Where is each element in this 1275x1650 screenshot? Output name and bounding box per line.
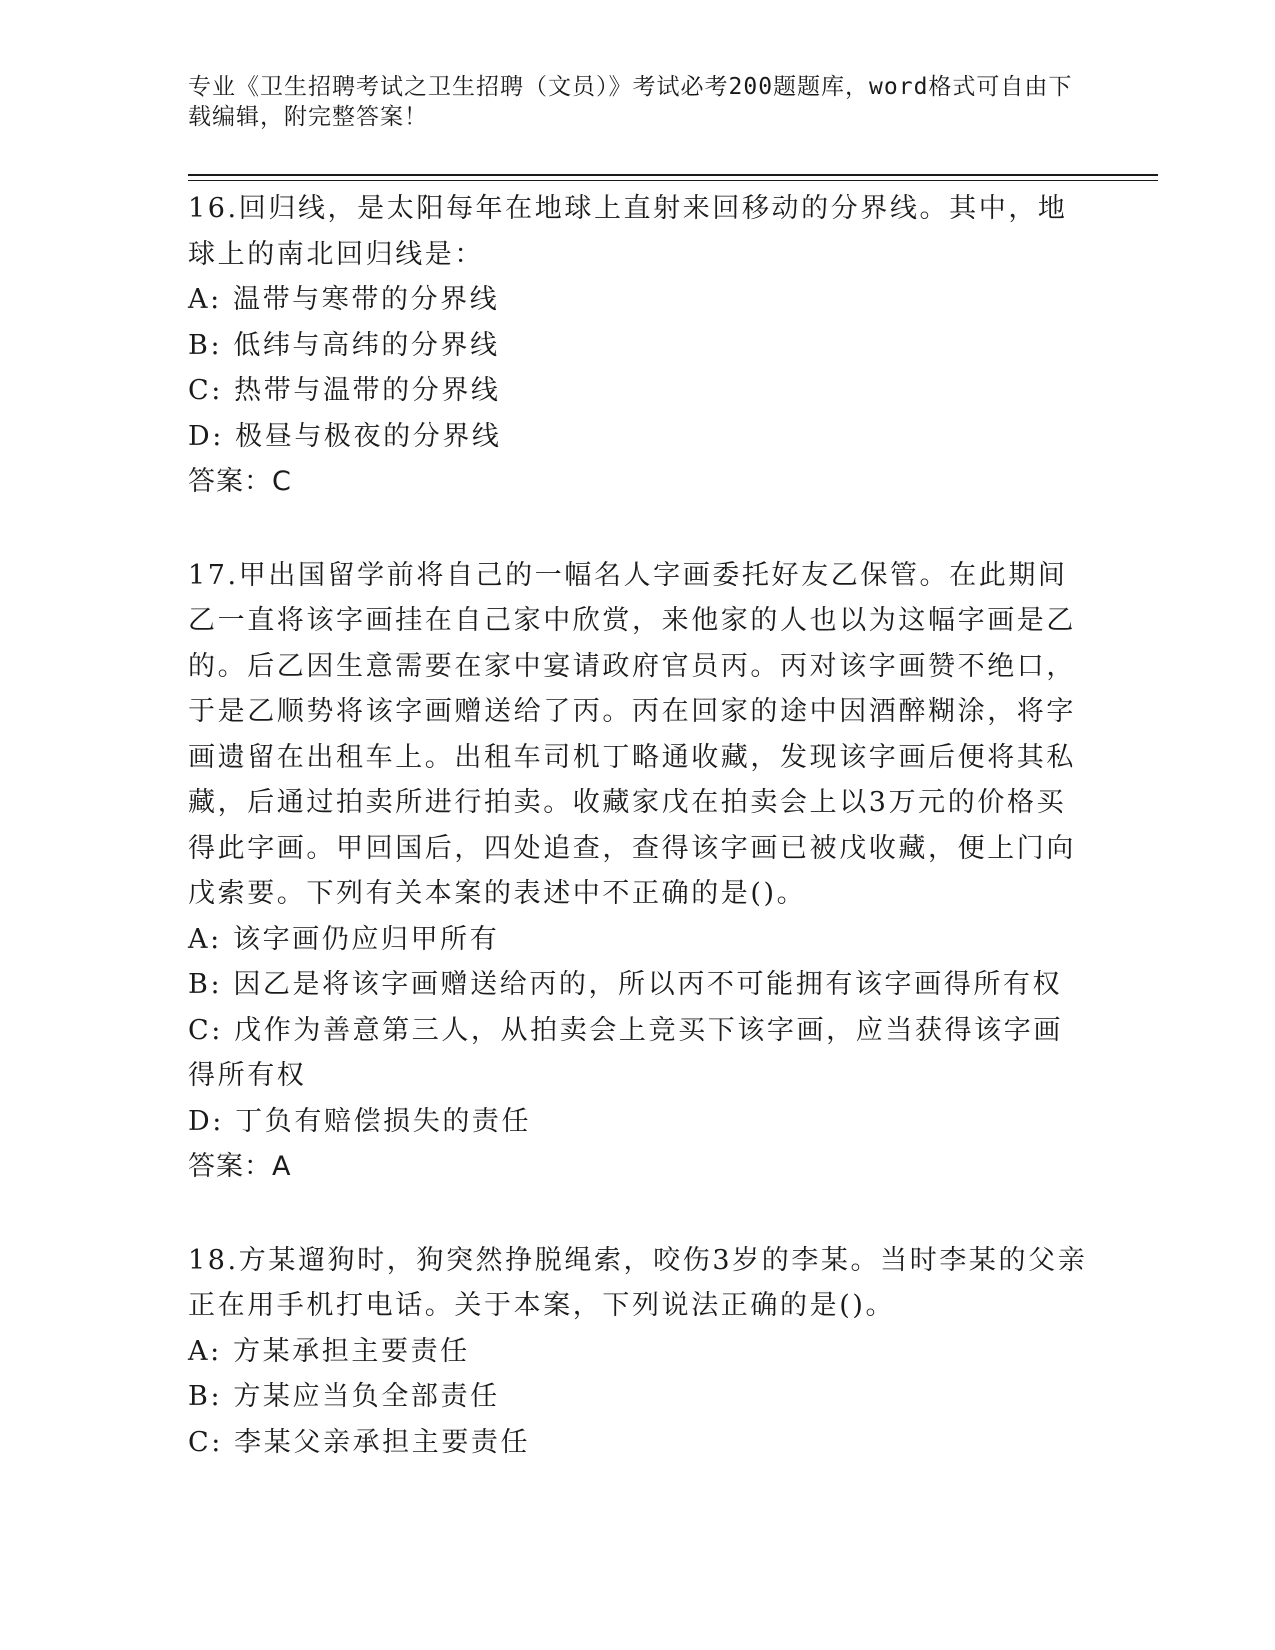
option-b: B: 低纬与高纬的分界线 — [188, 329, 500, 361]
question-16 — [188, 186, 1088, 505]
question-stem: 18.方某遛狗时，狗突然挣脱绳索，咬伤3岁的李某。当时李某的父亲正在用手机打电话。关于本案，下列说法正确的是()。 — [188, 1244, 1088, 1321]
question-list — [188, 186, 1088, 1513]
header-divider-thin — [188, 180, 1158, 181]
option-b: B: 因乙是将该字画赠送给丙的，所以丙不可能拥有该字画得所有权 — [188, 969, 1063, 1000]
question-18 — [188, 1238, 1088, 1466]
question-stem: 16.回归线，是太阳每年在地球上直射来回移动的分界线。其中，地球上的南北回归线是： — [188, 193, 1068, 270]
option-c: C: 戊作为善意第三人，从拍卖会上竞买下该字画，应当获得该字画得所有权 — [188, 1014, 1063, 1091]
option-c: C: 李某父亲承担主要责任 — [188, 1426, 531, 1458]
answer-line: 答案：C — [188, 466, 292, 497]
option-a: A: 温带与寒带的分界线 — [188, 284, 500, 315]
option-a: A: 方某承担主要责任 — [188, 1335, 470, 1367]
option-b: B: 方某应当负全部责任 — [188, 1381, 500, 1412]
question-stem: 17.甲出国留学前将自己的一幅名人字画委托好友乙保管。在此期间乙一直将该字画挂在自己家中欣赏，来他家的人也以为这幅字画是乙的。后乙因生意需要在家中宴请政府官员丙。丙对该字画赞不绝口，于是乙顺势将该字画赠送给了丙。丙在回家的途中因酒醉糊涂，将字画遗留在出租车上。出租车司机丁略通收藏，发现该字画后便将其私藏，后通过拍卖所进行拍卖。收藏家戊在拍卖会上以3万元的价格买得此字画。甲回国后，四处追查，查得该字画已被戊收藏，便上门向戊索要。下列有关本案的表述中不正确的是()。 — [188, 559, 1076, 909]
document-header: 专业《卫生招聘考试之卫生招聘（文员）》考试必考200题题库，word格式可自由下载编辑，附完整答案！ — [188, 74, 1073, 130]
answer-line: 答案：A — [188, 1151, 292, 1182]
question-17 — [188, 553, 1088, 1190]
option-d: D: 丁负有赔偿损失的责任 — [188, 1105, 532, 1137]
option-d: D: 极昼与极夜的分界线 — [188, 420, 502, 452]
header-divider-thick — [188, 174, 1158, 176]
option-c: C: 热带与温带的分界线 — [188, 375, 501, 406]
option-a: A: 该字画仍应归甲所有 — [188, 923, 500, 955]
